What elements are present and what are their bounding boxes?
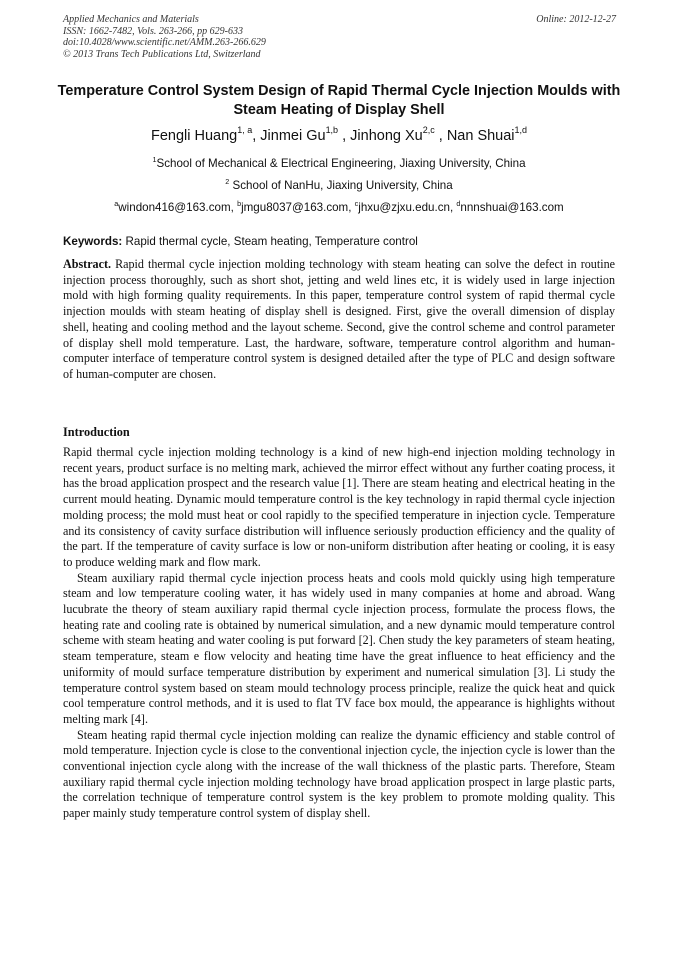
section-heading-introduction: Introduction: [63, 425, 130, 439]
author: Jinhong Xu$^{2,c}$ ,: [350, 125, 447, 144]
author: Fengli Huang$^{1, a}$,: [150, 125, 261, 144]
author-list: [40, 125, 638, 144]
email[interactable]: $^d$nnnshuai@163.com: [456, 198, 564, 214]
affiliation-2: $^2$ School of NanHu, Jiaxing University, China: [225, 176, 453, 192]
doi-line: doi:10.4028/www.scientific.net/AMM.263-266.629: [63, 37, 266, 49]
abstract-label: Abstract.: [63, 257, 112, 271]
email[interactable]: $^a$windon416@163.com,: [114, 198, 238, 214]
paper-title: Temperature Control System Design of Rapid Thermal Cycle Injection Moulds with Steam Heating of Display Shell: [57, 83, 621, 118]
intro-paragraph-1: Rapid thermal cycle injection molding technology is a kind of new high-end injection molding technology in recent years, product surface is no melting mark, achieved the mirror effect without any further coating process, it has the broad application prospect and the research value [1]. There are steam heating and electrical heating in the current mould heating. Dynamic mould temperature control is the key technology in rapid thermal cycle injection molding process; the mold must heat or cool rapidly to the specified temperature in injection cycle. Temperature and its consistency of cavity surface distribution will influence seriously production efficiency and the quality of the part. If the temperature of cavity surface is low or non-uniform distribution after heating or cooling, it is easy to produce welding mark and flow mark.: [63, 445, 615, 569]
introduction-body: [63, 445, 615, 822]
journal-header: [63, 14, 266, 60]
author: Nan Shuai$^{1,d}$: [446, 125, 528, 144]
intro-paragraph-3: Steam heating rapid thermal cycle injection molding can realize the dynamic efficiency and stable control of mold temperature. Injection cycle is close to the conventional injection cycle, the injection cycle is lower than the conventional injection cycle along with the increase of the wall thickness of the plastic parts. Therefore, Steam auxiliary rapid thermal cycle injection molding technology have broad application prospect in large plastic parts, the correlation technique of temperature control system is the key problem to promote molding quality. This paper mainly study temperature control system of display shell.: [63, 727, 615, 821]
email[interactable]: $^b$jmgu8037@163.com,: [237, 198, 355, 214]
abstract: [63, 257, 615, 383]
keywords: [63, 235, 418, 248]
author: Jinmei Gu$^{1,b}$ ,: [260, 125, 351, 144]
affiliation-1: $^1$School of Mechanical & Electrical Engineering, Jiaxing University, China: [152, 154, 526, 170]
issn-line: ISSN: 1662-7482, Vols. 263-266, pp 629-633: [63, 25, 243, 37]
journal-name: Applied Mechanics and Materials: [63, 14, 199, 25]
keywords-label: Keywords:: [63, 235, 123, 248]
email-list: [40, 198, 638, 214]
copyright-line: © 2013 Trans Tech Publications Ltd, Switzerland: [63, 48, 261, 60]
intro-paragraph-2: Steam auxiliary rapid thermal cycle injection process heats and cools mold quickly using high temperature steam and low temperature cooling water, it has widely used in many companies at home and abroad. Wang lucubrate the theory of steam auxiliary rapid thermal cycle injection process, formulate the process flows, the heating rate and cooling rate is obtained by numerical simulation, and a new dynamic mould temperature control scheme with steam heating and water cooling is put forward [2]. Chen study the key parameters of steam heating, steam temperature, steam e flow velocity and heating time have the great influence to heat efficiency and the uniformity of mould surface temperature distribution by experiment and numerical simulation [3]. Li study the temperature control system based on steam mould technology process principle, realize the quick heat and quick cool temperature control methods, and it is used to flat TV face box mould, the appearance is highlights without melting mark [4].: [63, 570, 615, 726]
abstract-text: Rapid thermal cycle injection molding technology with steam heating can solve the defect in routine injection process thoroughly, such as short shot, jetting and weld lines etc, it is widely used in large injection mold with high forming quality requirements. In this paper, temperature control system of rapid thermal cycle injection moulds with steam heating of display shell is designed. First, give the overall dimension of display shell, heating and cooling method and the layout scheme. Second, give the control scheme and control parameter of display shell mold temperature. Last, the hardware, software, temperature control algorithm and human-computer interface of temperature control system is designed detailed after the type of PLC and design software of human-computer are chosen.: [63, 257, 615, 381]
keywords-text: Rapid thermal cycle, Steam heating, Temperature control: [122, 235, 418, 248]
online-date: Online: 2012-12-27: [536, 14, 616, 25]
email[interactable]: $^c$jhxu@zjxu.edu.cn,: [354, 198, 457, 214]
